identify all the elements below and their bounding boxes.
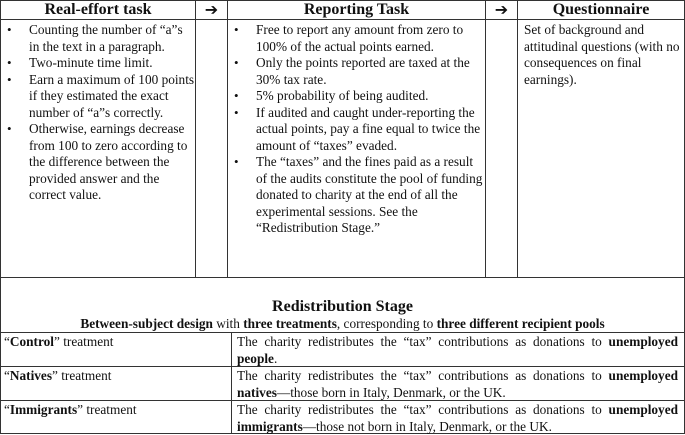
recipient-pool: unemployed natives	[237, 368, 678, 400]
questionnaire-cell	[517, 19, 685, 278]
design-part: three different recipient pools	[436, 316, 605, 331]
treatment-tail: —those born in Italy, Denmark, or the UK.	[276, 384, 506, 400]
list-item: • Counting the number of “a”s in the text in a paragraph.	[1, 22, 195, 55]
quote-mark: “	[4, 334, 10, 349]
treatment-tail: .	[273, 350, 278, 366]
redistribution-title: Redistribution Stage	[272, 298, 413, 315]
list-item: • Only the points reported are taxed at the 30% tax rate.	[228, 55, 485, 88]
list-item: • Two-minute time limit.	[1, 55, 195, 72]
list-item: • 5% probability of being audited.	[228, 88, 485, 105]
treatment-suffix: ” treatment	[54, 334, 114, 349]
arrow-right-icon: ➔	[485, 0, 518, 20]
treatment-text-immigrants	[231, 400, 685, 434]
arrow-right-icon: ➔	[195, 0, 228, 20]
treatment-description: The charity redistributes the “tax” contributions as donations to	[237, 334, 609, 349]
treatment-name: Control	[9, 334, 54, 349]
treatment-label-natives	[0, 366, 232, 401]
list-item: • Earn a maximum of 100 points if they estimated the exact number of “a”s correctly.	[1, 72, 195, 122]
reporting-list	[228, 22, 485, 237]
treatment-text-control	[231, 332, 685, 367]
quote-mark: “	[4, 368, 10, 383]
quote-mark: “	[4, 402, 10, 417]
treatment-description: The charity redistributes the “tax” contributions as donations to	[237, 402, 609, 417]
design-part: Between-subject design	[80, 316, 213, 331]
redistribution-block	[0, 277, 685, 317]
treatment-name: Natives	[9, 368, 53, 383]
treatment-suffix: ” treatment	[52, 368, 112, 383]
header-real-effort: Real-effort task	[0, 0, 196, 20]
real-effort-cell	[0, 19, 196, 278]
list-item: • Otherwise, earnings decrease from 100 to zero according to the difference between the provided answer and the correct value.	[1, 121, 195, 204]
treatment-text-natives	[231, 366, 685, 401]
treatment-label-immigrants	[0, 400, 232, 434]
design-part: with	[212, 316, 244, 331]
questionnaire-text: Set of background and attitudinal questions (with no consequences on final earnings).	[524, 22, 680, 87]
treatment-description: The charity redistributes the “tax” contributions as donations to	[237, 368, 609, 383]
treatment-label-control	[0, 332, 232, 367]
real-effort-list	[1, 22, 195, 204]
recipient-pool: unemployed people	[237, 334, 678, 366]
header-questionnaire: Questionnaire	[517, 0, 685, 20]
recipient-pool: unemployed immigrants	[237, 402, 678, 434]
list-item: • If audited and caught under-reporting the actual points, pay a fine equal to twice the amount of “taxes” evaded.	[228, 105, 485, 155]
arrow-spacer-cell	[485, 19, 518, 278]
arrow-spacer-cell	[195, 19, 228, 278]
list-item: • The “taxes” and the fines paid as a result of the audits constitute the pool of funding donated to charity at the end of all the experimental sessions. See the “Redistribution Stage.”	[228, 154, 485, 237]
design-part: , corresponding to	[336, 316, 437, 331]
treatment-tail: —those not born in Italy, Denmark, or the UK.	[302, 418, 552, 434]
reporting-cell	[227, 19, 486, 278]
header-reporting-task: Reporting Task	[227, 0, 486, 20]
list-item: • Free to report any amount from zero to 100% of the actual points earned.	[228, 22, 485, 55]
treatment-name: Immigrants	[9, 402, 78, 417]
design-description	[0, 316, 685, 333]
treatment-suffix: ” treatment	[77, 402, 137, 417]
design-part: three treatments	[243, 316, 337, 331]
